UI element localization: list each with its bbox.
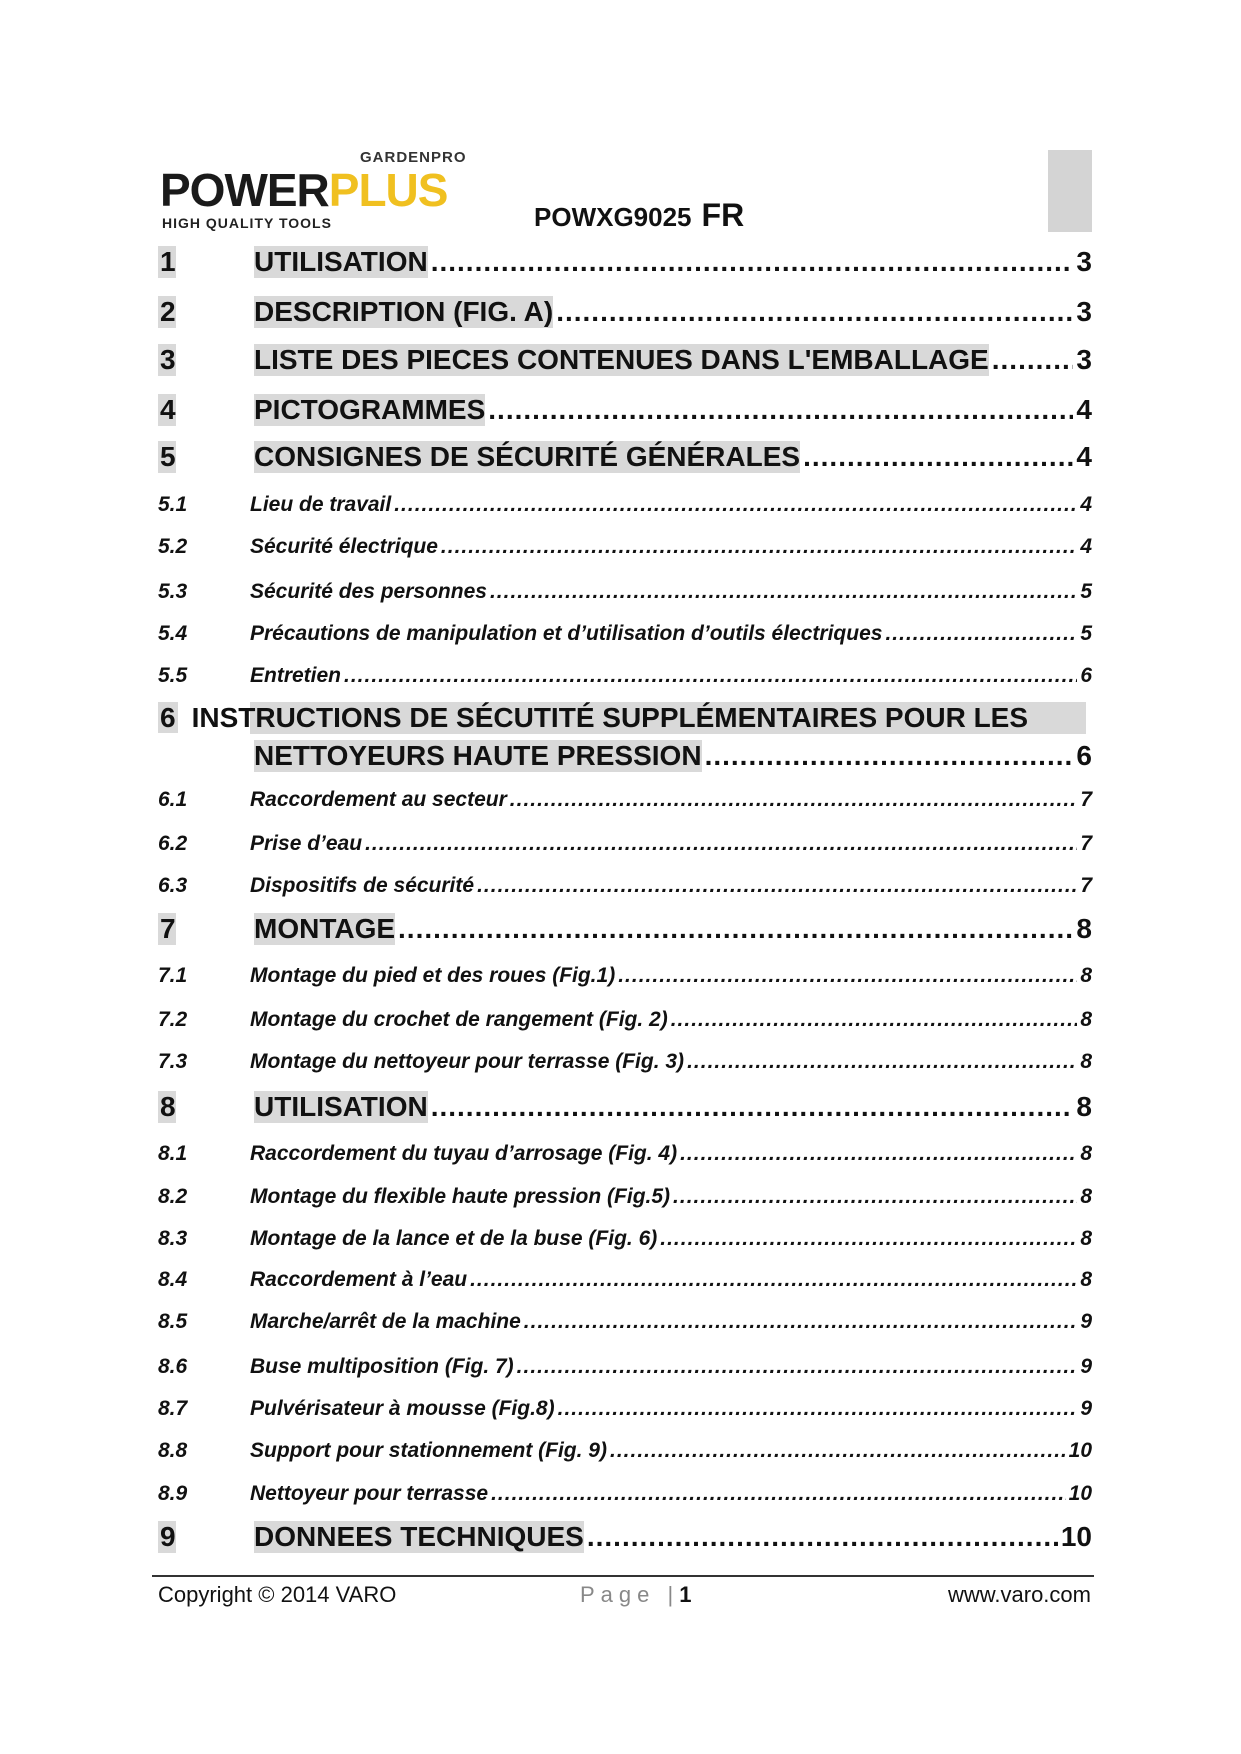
toc-entry[interactable] xyxy=(158,1355,1092,1379)
footer-page xyxy=(580,1582,691,1607)
toc-page-number: 10 xyxy=(1060,1521,1092,1552)
toc-number: 8 xyxy=(160,1091,176,1122)
logo-gardenpro: GARDENPRO xyxy=(360,149,467,166)
dot-leader xyxy=(618,964,1077,988)
toc-entry[interactable] xyxy=(158,493,1092,517)
toc-number: 7.2 xyxy=(158,1008,188,1031)
toc-number: 6.2 xyxy=(158,832,188,855)
toc-entry[interactable] xyxy=(158,1227,1092,1251)
dot-leader xyxy=(803,441,1073,473)
toc-page-number: 8 xyxy=(1080,1008,1092,1031)
toc-number: 8.4 xyxy=(158,1268,188,1291)
toc-entry[interactable] xyxy=(158,964,1092,988)
dot-leader xyxy=(344,664,1077,688)
toc-page-number: 8 xyxy=(1080,1142,1092,1165)
toc-number: 1 xyxy=(160,246,176,277)
toc-entry[interactable] xyxy=(158,1482,1092,1506)
toc-page-number: 10 xyxy=(1068,1482,1092,1505)
page-label: Page | xyxy=(580,1582,680,1607)
toc-page-number: 4 xyxy=(1076,394,1092,425)
toc-title: Sécurité électrique xyxy=(250,535,438,558)
toc-title: Montage du nettoyeur pour terrasse (Fig. 3) xyxy=(250,1050,685,1073)
toc-title: CONSIGNES DE SÉCURITÉ GÉNÉRALES xyxy=(254,441,801,472)
toc-page-number: 9 xyxy=(1080,1397,1092,1420)
toc-page-number: 8 xyxy=(1076,913,1092,944)
toc-entry[interactable] xyxy=(158,344,1092,376)
toc-number: 6.1 xyxy=(158,788,188,811)
toc-page-number: 4 xyxy=(1076,441,1092,472)
toc-6-title-line1: INSTRUCTIONS DE SÉCUTITÉ SUPPLÉMENTAIRES POUR LES xyxy=(191,702,1029,733)
toc-title: Raccordement à l’eau xyxy=(250,1268,468,1291)
dot-leader xyxy=(394,493,1077,517)
toc-entry[interactable] xyxy=(158,580,1092,604)
toc-page-number: 9 xyxy=(1080,1355,1092,1378)
toc-page-number: 7 xyxy=(1080,788,1092,811)
toc-title: MONTAGE xyxy=(254,913,396,944)
toc-entry[interactable] xyxy=(158,246,1092,278)
logo-power: POWER xyxy=(160,164,329,216)
dot-leader xyxy=(470,1268,1077,1292)
dot-leader xyxy=(660,1227,1077,1251)
toc-number: 5.2 xyxy=(158,535,188,558)
toc-number: 7 xyxy=(160,913,176,944)
toc-entry[interactable] xyxy=(158,1091,1092,1123)
toc-entry[interactable] xyxy=(158,740,1092,772)
logo-plus: PLUS xyxy=(328,164,448,216)
toc-page-number: 10 xyxy=(1068,1439,1092,1462)
toc-title: Montage du pied et des roues (Fig.1) xyxy=(250,964,616,987)
toc-number: 2 xyxy=(160,296,176,327)
toc-number: 8.2 xyxy=(158,1185,188,1208)
toc-page-number: 8 xyxy=(1080,1268,1092,1291)
toc-number: 3 xyxy=(160,344,176,375)
toc-title: Marche/arrêt de la machine xyxy=(250,1310,521,1333)
footer-copyright: Copyright © 2014 VARO xyxy=(158,1582,397,1607)
toc-page-number: 4 xyxy=(1080,493,1092,516)
toc-title: Raccordement au secteur xyxy=(250,788,507,811)
toc-page-number: 5 xyxy=(1080,580,1092,603)
toc-title: Support pour stationnement (Fig. 9) xyxy=(250,1439,607,1462)
toc-entry[interactable] xyxy=(158,296,1092,328)
toc-title: Pulvérisateur à mousse (Fig.8) xyxy=(250,1397,555,1420)
dot-leader xyxy=(510,788,1078,812)
toc-page-number: 3 xyxy=(1076,246,1092,277)
toc-number: 4 xyxy=(160,394,176,425)
model-number: POWXG9025 xyxy=(534,202,692,232)
toc-number: 8.9 xyxy=(158,1482,188,1505)
toc-entry[interactable] xyxy=(158,1185,1092,1209)
toc-title: Entretien xyxy=(250,664,342,687)
toc-entry[interactable] xyxy=(158,535,1092,559)
toc-title: LISTE DES PIECES CONTENUES DANS L'EMBALLAGE xyxy=(254,344,989,375)
toc-title: Montage de la lance et de la buse (Fig. 6) xyxy=(250,1227,658,1250)
toc-number: 5.3 xyxy=(158,580,188,603)
toc-number: 5.1 xyxy=(158,493,188,516)
toc-number: 8.7 xyxy=(158,1397,188,1420)
toc-page-number: 3 xyxy=(1076,296,1092,327)
dot-leader xyxy=(705,740,1074,772)
dot-leader xyxy=(490,580,1077,604)
toc-page-number: 8 xyxy=(1080,964,1092,987)
logo-powerplus xyxy=(160,164,448,216)
toc-number: 5.5 xyxy=(158,664,188,687)
dot-leader xyxy=(398,913,1073,945)
toc-entry[interactable] xyxy=(158,1521,1092,1553)
language-code: FR xyxy=(701,197,745,233)
powerplus-logo xyxy=(160,150,520,232)
toc-entry[interactable] xyxy=(158,622,1092,646)
toc-page-number: 6 xyxy=(1076,740,1092,771)
dot-leader xyxy=(687,1050,1077,1074)
toc-entry[interactable] xyxy=(158,788,1092,812)
toc-title: Montage du crochet de rangement (Fig. 2) xyxy=(250,1008,668,1031)
toc-title: Dispositifs de sécurité xyxy=(250,874,475,897)
dot-leader xyxy=(587,1521,1058,1553)
toc-number: 5 xyxy=(160,441,176,472)
toc-entry[interactable] xyxy=(158,874,1092,898)
dot-leader xyxy=(992,344,1074,376)
toc-title: Prise d’eau xyxy=(250,832,363,855)
toc-title: UTILISATION xyxy=(254,1091,428,1122)
toc-title: Lieu de travail xyxy=(250,493,392,516)
logo-tagline: HIGH QUALITY TOOLS xyxy=(162,215,332,231)
toc-title: UTILISATION xyxy=(254,246,428,277)
toc-title: Montage du flexible haute pression (Fig.5) xyxy=(250,1185,671,1208)
toc-entry[interactable] xyxy=(158,1397,1092,1421)
toc-entry[interactable] xyxy=(158,913,1092,945)
toc-page-number: 8 xyxy=(1076,1091,1092,1122)
footer-website[interactable]: www.varo.com xyxy=(947,1582,1091,1607)
dot-leader xyxy=(488,394,1073,426)
toc-page-number: 4 xyxy=(1080,535,1092,558)
dot-leader xyxy=(517,1355,1078,1379)
toc-number: 6.3 xyxy=(158,874,188,897)
toc-number: 8.5 xyxy=(158,1310,188,1333)
toc-page-number: 8 xyxy=(1080,1185,1092,1208)
toc-entry[interactable] xyxy=(158,441,1092,473)
dot-leader xyxy=(441,535,1077,559)
dot-leader xyxy=(477,874,1077,898)
toc-number: 9 xyxy=(160,1521,176,1552)
dot-leader xyxy=(558,1397,1078,1421)
grey-tab-marker xyxy=(1048,150,1092,232)
toc-number: 8.6 xyxy=(158,1355,188,1378)
toc-title: DONNEES TECHNIQUES xyxy=(254,1521,584,1552)
toc-number: 8.1 xyxy=(158,1142,188,1165)
toc-page-number: 6 xyxy=(1080,664,1092,687)
toc-title: Précautions de manipulation et d’utilisation d’outils électriques xyxy=(250,622,883,645)
dot-leader xyxy=(524,1310,1078,1334)
toc-page-number: 7 xyxy=(1080,874,1092,897)
toc-entry[interactable] xyxy=(158,1268,1092,1292)
toc-title: Nettoyeur pour terrasse xyxy=(250,1482,489,1505)
toc-title: PICTOGRAMMES xyxy=(254,394,486,425)
toc-number: 8.3 xyxy=(158,1227,188,1250)
toc-entry[interactable] xyxy=(158,1142,1092,1166)
toc-page-number: 8 xyxy=(1080,1050,1092,1073)
model-title xyxy=(534,198,744,233)
toc-page-number: 9 xyxy=(1080,1310,1092,1333)
dot-leader xyxy=(365,832,1077,856)
dot-leader xyxy=(680,1142,1077,1166)
toc-6-first-line: 6 INSTRUCTIONS DE SÉCUTITÉ SUPPLÉMENTAIRES POUR LES xyxy=(158,702,1028,734)
dot-leader xyxy=(885,622,1077,646)
toc-entry[interactable] xyxy=(158,1008,1092,1032)
toc-entry[interactable] xyxy=(158,394,1092,426)
toc-title: Buse multiposition (Fig. 7) xyxy=(250,1355,514,1378)
toc-number: 7.3 xyxy=(158,1050,188,1073)
dot-leader xyxy=(431,1091,1074,1123)
dot-leader xyxy=(491,1482,1066,1506)
dot-leader xyxy=(673,1185,1077,1209)
toc-page-number: 7 xyxy=(1080,832,1092,855)
dot-leader xyxy=(610,1439,1066,1463)
toc-entry[interactable] xyxy=(158,832,1092,856)
toc-title: NETTOYEURS HAUTE PRESSION xyxy=(254,740,702,771)
toc-page-number: 5 xyxy=(1080,622,1092,645)
footer-divider xyxy=(152,1575,1094,1577)
toc-entry[interactable] xyxy=(158,1439,1092,1463)
toc-page-number: 3 xyxy=(1076,344,1092,375)
toc-entry[interactable] xyxy=(158,664,1092,688)
dot-leader xyxy=(431,246,1074,278)
toc-title: Sécurité des personnes xyxy=(250,580,487,603)
toc-entry[interactable] xyxy=(158,1310,1092,1334)
toc-entry[interactable] xyxy=(158,1050,1092,1074)
toc-number: 7.1 xyxy=(158,964,188,987)
toc-title: DESCRIPTION (FIG. A) xyxy=(254,296,554,327)
toc-title: Raccordement du tuyau d’arrosage (Fig. 4) xyxy=(250,1142,678,1165)
toc-number: 8.8 xyxy=(158,1439,188,1462)
dot-leader xyxy=(556,296,1073,328)
dot-leader xyxy=(671,1008,1078,1032)
toc-number: 5.4 xyxy=(158,622,188,645)
page-number: 1 xyxy=(679,1582,692,1607)
toc-page-number: 8 xyxy=(1080,1227,1092,1250)
